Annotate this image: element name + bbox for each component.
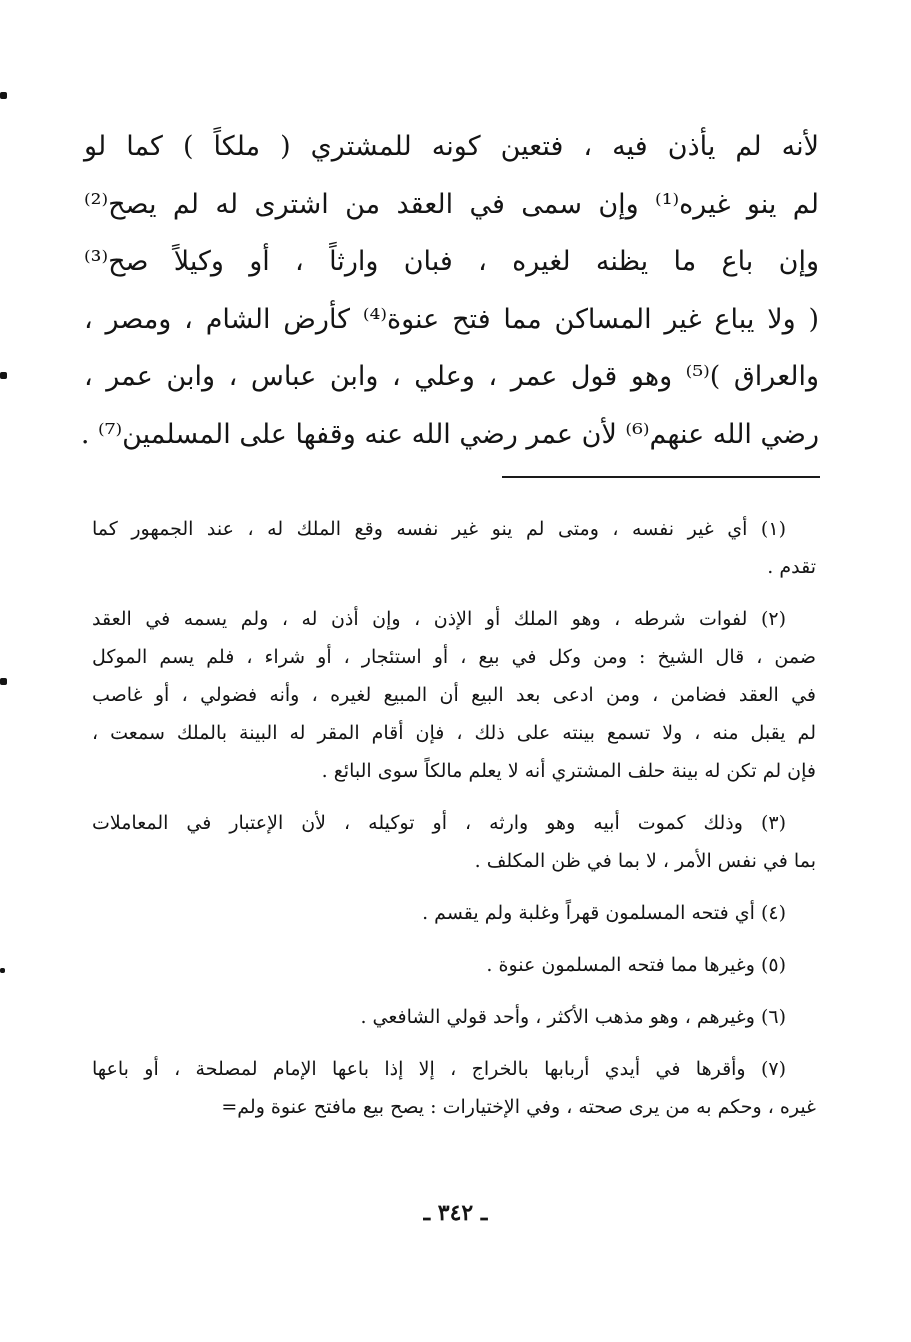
footnote-line: (٤) أي فتحه المسلمون قهراً وغلبة ولم يقسم .: [422, 902, 786, 924]
footnote-2: [92, 600, 816, 790]
footnote-line: (١) أي غير نفسه ، ومتى لم ينو غير نفسه وقع الملك له ، عند الجمهور كما: [92, 518, 786, 540]
margin-mark: [0, 678, 7, 685]
footnote-line: تقدم .: [767, 556, 816, 578]
footnote-1: [92, 510, 816, 586]
footnote-line: (٧) وأقرها في أيدي أربابها بالخراج ، إلا إذا باعها الإمام لمصلحة ، أو باعها: [92, 1058, 786, 1080]
footnote-line: (٢) لفوات شرطه ، وهو الملك أو الإذن ، وإن أذن له ، ولم يسمه في العقد: [92, 608, 786, 630]
footnote-line: (٣) وذلك كموت أبيه وهو وارثه ، أو توكيله ، لأن الإعتبار في المعاملات: [92, 812, 786, 834]
main-text-line: والعراق )⁽⁵⁾ وهو قول عمر ، وعلي ، وابن عباس ، وابن عمر ،: [84, 361, 819, 392]
footnote-line: ضمن ، قال الشيخ : ومن وكل في بيع ، أو استئجار ، أو شراء ، فلم يسم الموكل: [92, 646, 817, 668]
page-number: ـ ٣٤٢ ـ: [423, 1200, 488, 1226]
footnote-line: (٦) وغيرهم ، وهو مذهب الأكثر ، وأحد قولي الشافعي .: [360, 1006, 786, 1028]
footnote-line: فإن لم تكن له بينة حلف المشتري أنه لا يعلم مالكاً سوى البائع .: [321, 760, 816, 782]
main-text-line: لأنه لم يأذن فيه ، فتعين كونه للمشتري ( ملكاً ) كما لو: [84, 131, 819, 162]
footnote-6: [92, 998, 816, 1036]
main-text-block: [80, 118, 819, 463]
footnote-line: غيره ، وحكم به من يرى صحته ، وفي الإختيارات : يصح بيع مافتح عنوة ولم=: [221, 1096, 816, 1118]
footnote-line: في العقد فضامن ، ومن ادعى بعد البيع أن المبيع لغيره ، وأنه فضولي ، أو غاصب: [92, 684, 816, 706]
margin-mark: [0, 968, 5, 973]
margin-mark: [0, 92, 7, 99]
footnote-3: [92, 804, 816, 880]
main-text-line: لم ينو غيره⁽¹⁾ وإن سمى في العقد من اشترى له لم يصح⁽²⁾: [84, 188, 819, 220]
footnote-line: (٥) وغيرها مما فتحه المسلمون عنوة .: [486, 954, 786, 976]
footnote-5: [92, 946, 816, 984]
footnote-7: [92, 1050, 816, 1126]
footnote-4: [92, 894, 816, 932]
main-text-line: وإن باع ما يظنه لغيره ، فبان وارثاً ، أو وكيلاً صح⁽³⁾: [84, 246, 819, 277]
footnote-line: لم يقبل منه ، ولا تسمع بينته على ذلك ، فإن أقام المقر له البينة بالملك سمعت ،: [92, 722, 816, 744]
main-text-line: رضي الله عنهم⁽⁶⁾ لأن عمر رضي الله عنه وقفها على المسلمين⁽⁷⁾ .: [80, 418, 819, 450]
footnote-line: بما في نفس الأمر ، لا بما في ظن المكلف .: [474, 850, 816, 872]
main-text-line: ( ولا يباع غير المساكن مما فتح عنوة⁽⁴⁾ كأرض الشام ، ومصر ،: [84, 303, 819, 335]
margin-mark: [0, 372, 7, 379]
footnote-separator: [502, 476, 820, 478]
footnotes-block: [92, 510, 816, 1140]
